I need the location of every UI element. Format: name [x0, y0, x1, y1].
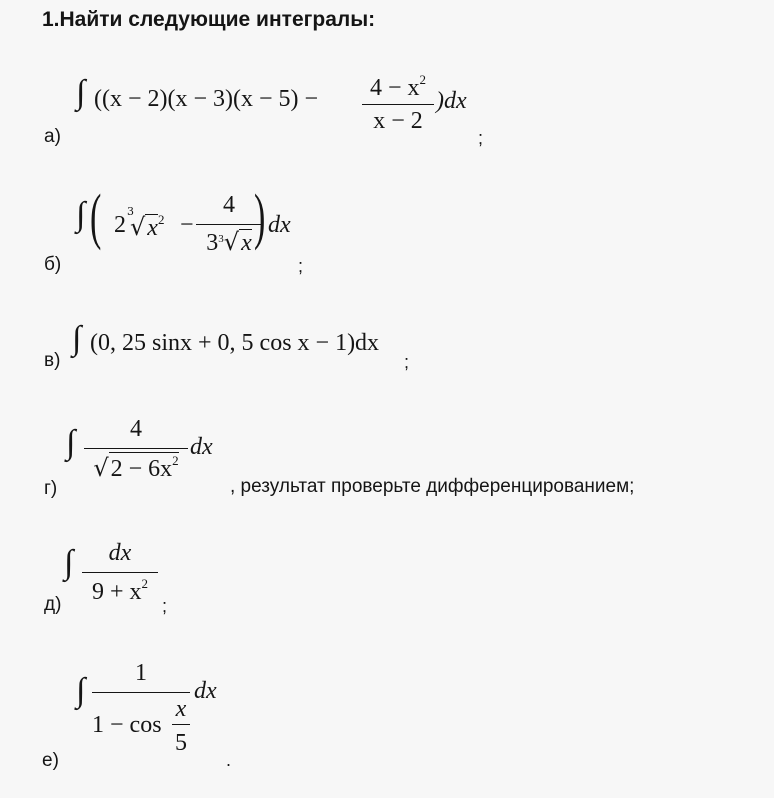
coefficient: 2	[114, 212, 126, 238]
exponent: 2	[141, 576, 149, 591]
exponent: 2	[157, 212, 165, 227]
separator: ;	[162, 596, 168, 616]
differential: )dx	[436, 88, 467, 114]
item-label-b: б)	[44, 254, 62, 275]
fraction	[92, 660, 190, 770]
exponent: 2	[419, 72, 427, 87]
differential: dx	[194, 678, 217, 704]
root-index: 3	[127, 205, 134, 218]
inner-fraction-line	[172, 724, 190, 725]
integral-sign: ∫	[72, 320, 82, 357]
integral-sign: ∫	[66, 424, 76, 461]
expression-lead: ((x − 2)(x − 3)(x − 5) −	[94, 86, 319, 112]
fraction	[362, 72, 434, 142]
separator: ;	[478, 128, 484, 148]
numerator: 1	[135, 660, 147, 686]
integral-sign: ∫	[76, 672, 86, 709]
right-paren: )	[254, 183, 266, 251]
denominator-coefficient: 3	[206, 230, 219, 256]
denominator: x − 2	[373, 108, 423, 134]
numerator: 4 − x	[369, 75, 420, 101]
separator: .	[226, 750, 232, 770]
instruction-text: , результат проверьте дифференцированием;	[230, 476, 635, 497]
radicand: x	[241, 230, 252, 256]
item-label-a: а)	[44, 126, 61, 147]
left-paren: (	[90, 183, 102, 251]
differential: dx	[190, 434, 213, 460]
item-label-v: в)	[44, 350, 61, 371]
separator: ;	[298, 256, 304, 276]
numerator: 4	[223, 192, 235, 218]
radical: $√x^2$	[130, 212, 165, 241]
fraction: 4 $3^3√x$	[196, 192, 262, 264]
expression: (0, 25 sinx + 0, 5 cos x − 1)dx	[90, 330, 380, 356]
root-index: 3	[218, 233, 224, 245]
integral-sign: ∫	[64, 544, 74, 581]
radicand: x	[147, 215, 158, 241]
numerator: dx	[108, 540, 132, 566]
denominator-lead: 1 − cos	[92, 712, 162, 738]
exponent: 2	[172, 453, 179, 468]
fraction: 4 $√2 - 6x^2$	[84, 416, 188, 490]
numerator: 4	[130, 416, 142, 442]
item-label-g: г)	[44, 478, 58, 499]
differential: dx	[268, 212, 291, 238]
item-label-d: д)	[44, 594, 62, 615]
denominator: 9 + x	[91, 579, 142, 605]
integral-sign: ∫	[76, 74, 86, 111]
radicand: 2 − 6x	[110, 456, 173, 482]
integral-sign: ∫	[76, 196, 86, 233]
item-label-e: е)	[42, 750, 59, 771]
inner-numerator: x	[175, 696, 187, 722]
inner-denominator: 5	[175, 730, 187, 756]
fraction	[82, 540, 158, 612]
page-title: 1.Найти следующие интегралы:	[42, 8, 376, 31]
separator: ;	[404, 352, 410, 372]
minus-sign: −	[180, 212, 194, 238]
